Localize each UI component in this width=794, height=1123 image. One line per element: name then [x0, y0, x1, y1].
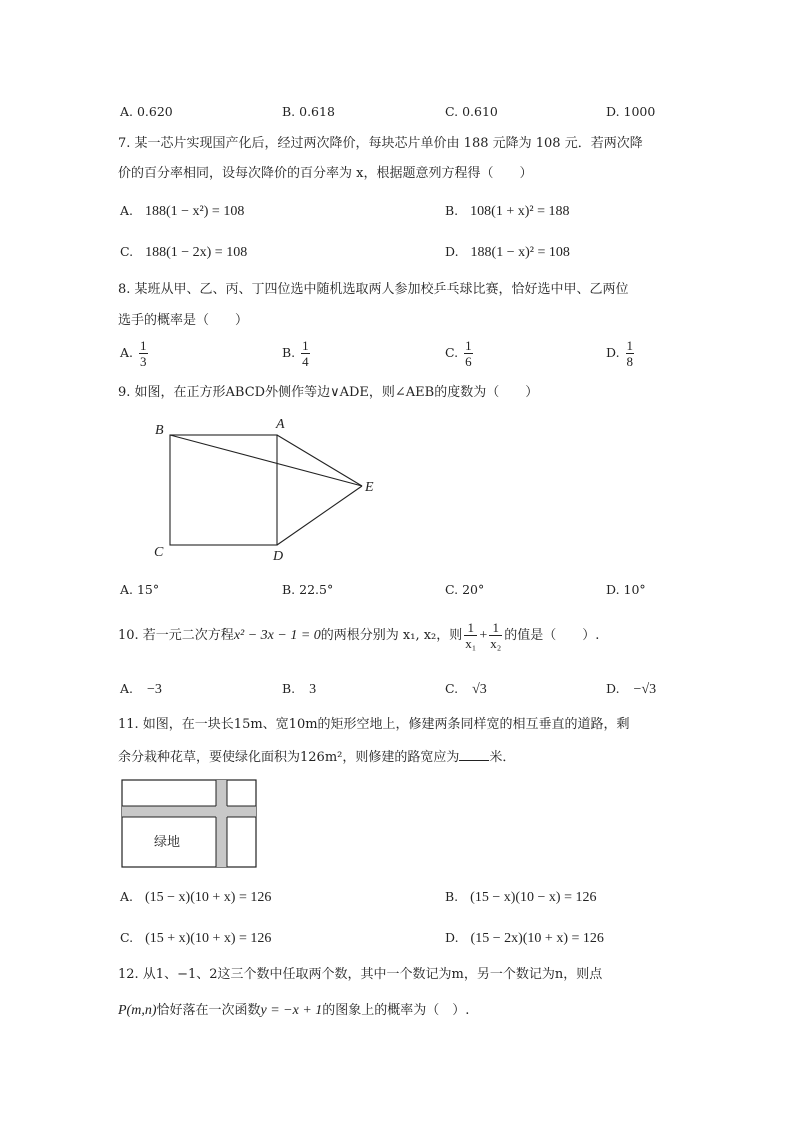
q6-option-d: D. 1000 [606, 104, 656, 119]
q7-option-c [120, 243, 247, 262]
q10-option-c [445, 680, 487, 699]
q10-option-a [120, 680, 162, 699]
vertex-label-c: C [154, 545, 164, 560]
q8-option-a-fraction: $\frac{1}{3}$ [140, 338, 147, 369]
vertex-label-b: B [155, 423, 164, 438]
q10-option-d-value: −√3 [633, 682, 657, 697]
q11-option-b [445, 888, 597, 907]
q12-text-a: 恰好落在一次函数 [156, 1003, 261, 1018]
q7-option-d-label: D. [445, 244, 459, 259]
segment-de [277, 486, 362, 545]
q7-stem-line2: 价的百分率相同，设每次降价的百分率为 x，根据题意列方程得（ ） [118, 166, 533, 181]
q8-option-c-fraction: $\frac{1}{6}$ [465, 338, 472, 369]
q10-fraction-1: $\frac{1}{\text{x₁}}$ [465, 620, 477, 651]
q8-option-b-label: B. [282, 345, 296, 360]
q11-option-c-label: C. [120, 930, 134, 945]
q6-option-b: B. 0.618 [282, 104, 335, 119]
q10-stem [118, 616, 599, 656]
q8-option-a-label: A. [120, 345, 134, 360]
q10-prefix: 10. 若一元二次方程 [118, 628, 234, 643]
q11-option-d-label: D. [445, 930, 459, 945]
q11-option-d-expr: (15 − 2x)(10 + x) = 126 [470, 931, 604, 946]
q8-stem-line2: 选手的概率是（ ） [118, 313, 249, 328]
q7-option-b [445, 202, 569, 221]
q7-option-c-expr: 188(1 − 2x) = 108 [145, 245, 248, 260]
q11-option-b-expr: (15 − x)(10 − x) = 126 [470, 890, 597, 905]
q11-stem-line2-text: 余分栽种花草，要使绿化面积为126m²，则修建的路宽应为 [118, 750, 460, 765]
q11-stem-line2 [118, 748, 515, 767]
q10-option-c-label: C. [445, 681, 459, 696]
q12-point: P(m,n) [118, 1003, 157, 1018]
q9-stem: 9. 如图，在正方形ABCD外侧作等边∨ADE，则∠AEB的度数为（ ） [118, 385, 539, 400]
q11-option-a-label: A. [120, 889, 134, 904]
q11-stem-line1: 11. 如图，在一块长15m、宽10m的矩形空地上，修建两条同样宽的相互垂直的道路，剩 [118, 717, 630, 732]
horizontal-road [122, 806, 256, 817]
q9-square-figure [140, 410, 400, 570]
q6-option-a: A. 0.620 [120, 104, 173, 119]
q9-option-a: A. 15° [120, 582, 160, 597]
q10-option-c-value: √3 [472, 682, 487, 697]
q10-plus: + [479, 628, 488, 643]
q8-option-d [606, 338, 636, 369]
q7-option-c-label: C. [120, 244, 134, 259]
q8-option-c-label: C. [445, 345, 459, 360]
q7-option-d [445, 243, 570, 262]
q6-option-c: C. 0.610 [445, 104, 498, 119]
segment-be [170, 435, 362, 486]
q10-equation: x² − 3x − 1 = 0 [233, 628, 321, 643]
q7-option-a-label: A. [120, 203, 134, 218]
q7-option-b-expr: 108(1 + x)² = 188 [470, 204, 570, 219]
q10-fraction-2: $\frac{1}{\text{x₂}}$ [490, 620, 502, 651]
q8-option-b-fraction: $\frac{1}{4}$ [302, 338, 309, 369]
q8-option-d-label: D. [606, 345, 620, 360]
vertex-label-d: D [273, 549, 284, 564]
vertex-label-a: A [276, 417, 285, 432]
answer-blank [459, 748, 489, 761]
q10-suffix: 的值是（ ）. [504, 628, 600, 643]
q10-option-a-label: A. [120, 681, 134, 696]
q8-option-a [120, 338, 150, 369]
green-area-label: 绿地 [154, 835, 181, 850]
q11-option-c [120, 929, 271, 948]
q10-option-b-value: 3 [309, 682, 317, 697]
q11-option-a-expr: (15 − x)(10 + x) = 126 [145, 890, 272, 905]
q11-stem-line2-end: 米． [489, 750, 516, 765]
q8-option-c [445, 338, 475, 369]
segment-ae [277, 435, 362, 486]
q10-option-d [606, 680, 656, 699]
square-abcd [170, 435, 277, 545]
q7-option-d-expr: 188(1 − x)² = 108 [470, 245, 570, 260]
q7-option-a-expr: 188(1 − x²) = 108 [145, 204, 245, 219]
q10-option-b-label: B. [282, 681, 296, 696]
q12-text-b: 的图象上的概率为（ ）. [322, 1003, 470, 1018]
q7-stem-line1: 7. 某一芯片实现国产化后，经过两次降价，每块芯片单价由 188 元降为 108 元．若两次降 [118, 136, 643, 151]
q8-option-b [282, 338, 312, 369]
q11-option-b-label: B. [445, 889, 459, 904]
q7-option-b-label: B. [445, 203, 459, 218]
q12-stem-line1: 12. 从1、−1、2这三个数中任取两个数，其中一个数记为m，另一个数记为n，则点 [118, 967, 603, 982]
q9-option-b: B. 22.5° [282, 582, 334, 597]
vertex-label-e: E [365, 480, 374, 495]
vertical-road [216, 780, 227, 867]
q11-field-figure [120, 778, 260, 870]
q9-option-d: D. 10° [606, 582, 646, 597]
q11-option-a [120, 888, 271, 907]
field-rectangle [122, 780, 256, 867]
q8-stem-line1: 8. 某班从甲、乙、丙、丁四位选中随机选取两人参加校乒乓球比赛，恰好选中甲、乙两位 [118, 282, 629, 297]
q12-function: y = −x + 1 [260, 1003, 323, 1018]
q7-option-a [120, 202, 244, 221]
q10-option-d-label: D. [606, 681, 620, 696]
q10-option-b [282, 680, 316, 699]
q11-option-d [445, 929, 604, 948]
q10-middle: 的两根分别为 x₁, x₂，则 [320, 628, 463, 643]
q8-option-d-fraction: $\frac{1}{8}$ [626, 338, 634, 369]
q9-option-c: C. 20° [445, 582, 485, 597]
q10-option-a-value: −3 [147, 682, 162, 697]
q11-option-c-expr: (15 + x)(10 + x) = 126 [145, 931, 272, 946]
q12-stem-line2 [118, 1002, 469, 1020]
